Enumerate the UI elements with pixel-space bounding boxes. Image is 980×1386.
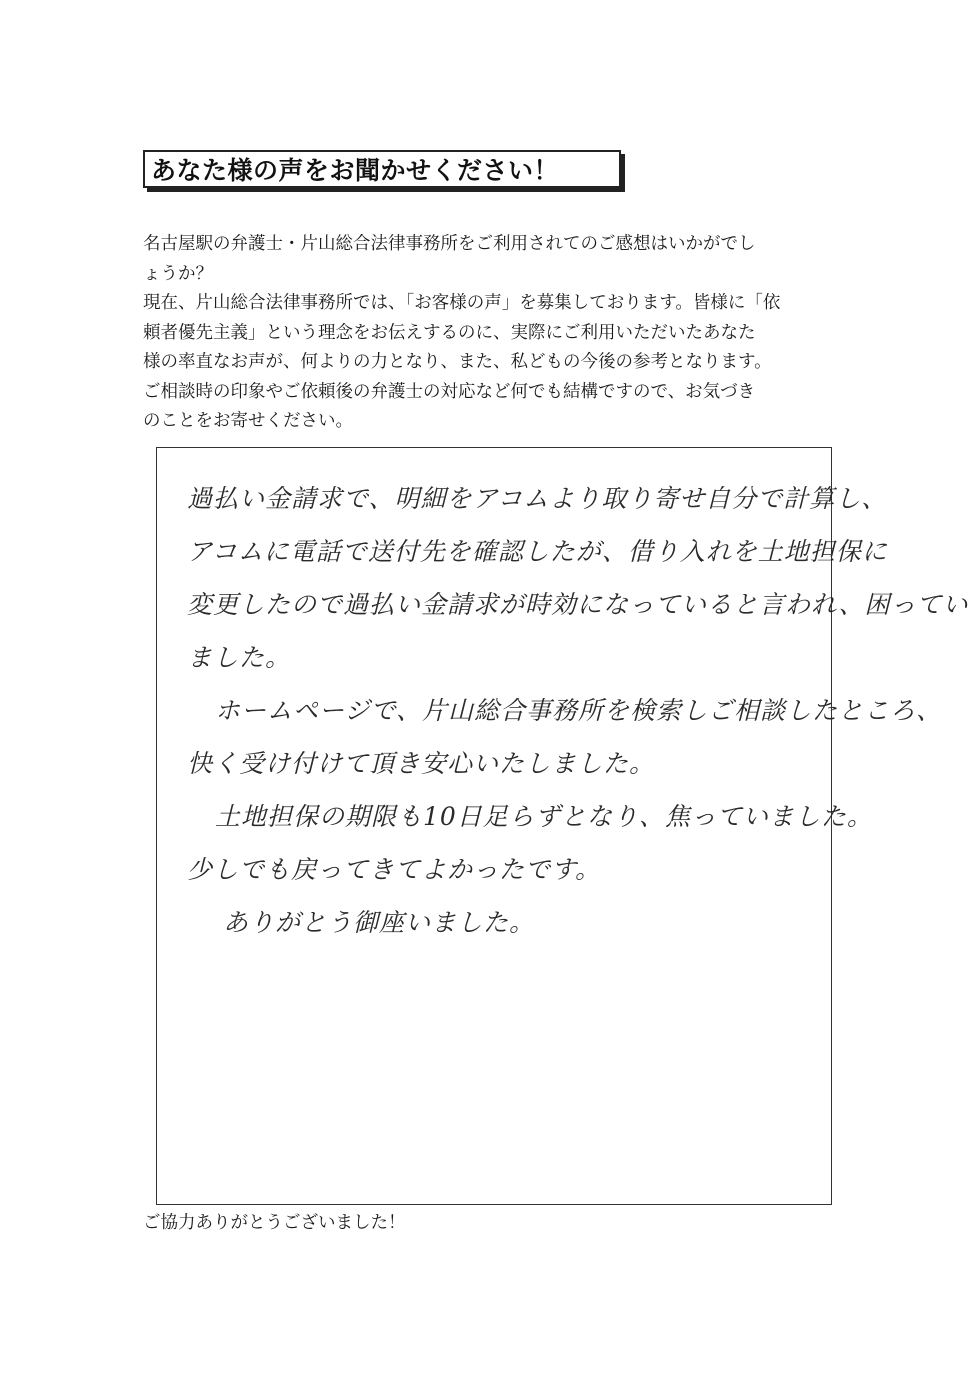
heading-box bbox=[143, 150, 621, 188]
handwritten-line: 土地担保の期限も10日足らずとなり、焦っていました。 bbox=[215, 802, 873, 831]
handwritten-line: 少しでも戻ってきてよかったです。 bbox=[187, 855, 602, 884]
page-title: あなた様の声をお聞かせください！ bbox=[151, 156, 560, 185]
intro-line: のことをお寄せください。 bbox=[143, 411, 353, 431]
thanks-footer: ご協力ありがとうございました！ bbox=[143, 1213, 406, 1233]
answer-box bbox=[156, 447, 969, 1205]
handwritten-line: 快く受け付けて頂き安心いたしました。 bbox=[187, 749, 656, 778]
handwritten-line: 変更したので過払い金請求が時効になっていると言われ、困ってい bbox=[187, 590, 969, 619]
handwritten-response bbox=[187, 472, 969, 949]
handwritten-line: ました。 bbox=[187, 643, 292, 672]
intro-line: 名古屋駅の弁護士・片山総合法律事務所をご利用されてのご感想はいかがでし bbox=[143, 234, 756, 254]
handwritten-line: 過払い金請求で、明細をアコムより取り寄せ自分で計算し、 bbox=[187, 484, 888, 513]
intro-text bbox=[143, 230, 851, 437]
intro-line: 現在、片山総合法律事務所では、「お客様の声」を募集しております。皆様に「依 bbox=[143, 293, 781, 313]
handwritten-line: ありがとう御座いました。 bbox=[223, 908, 536, 937]
intro-line: ご相談時の印象やご依頼後の弁護士の対応など何でも結構ですので、お気づき bbox=[143, 381, 756, 402]
handwritten-line: ホームページで、片山総合事務所を検索しご相談したところ、 bbox=[215, 696, 943, 725]
intro-line: 様の率直なお声が、何よりの力となり、また、私どもの今後の参考となります。 bbox=[143, 352, 772, 372]
handwritten-line: アコムに電話で送付先を確認したが、借り入れを土地担保に bbox=[187, 537, 888, 566]
intro-line: ょうか？ bbox=[143, 263, 213, 284]
intro-line: 頼者優先主義」という理念をお伝えするのに、実際にご利用いただいたあなた bbox=[143, 322, 756, 343]
